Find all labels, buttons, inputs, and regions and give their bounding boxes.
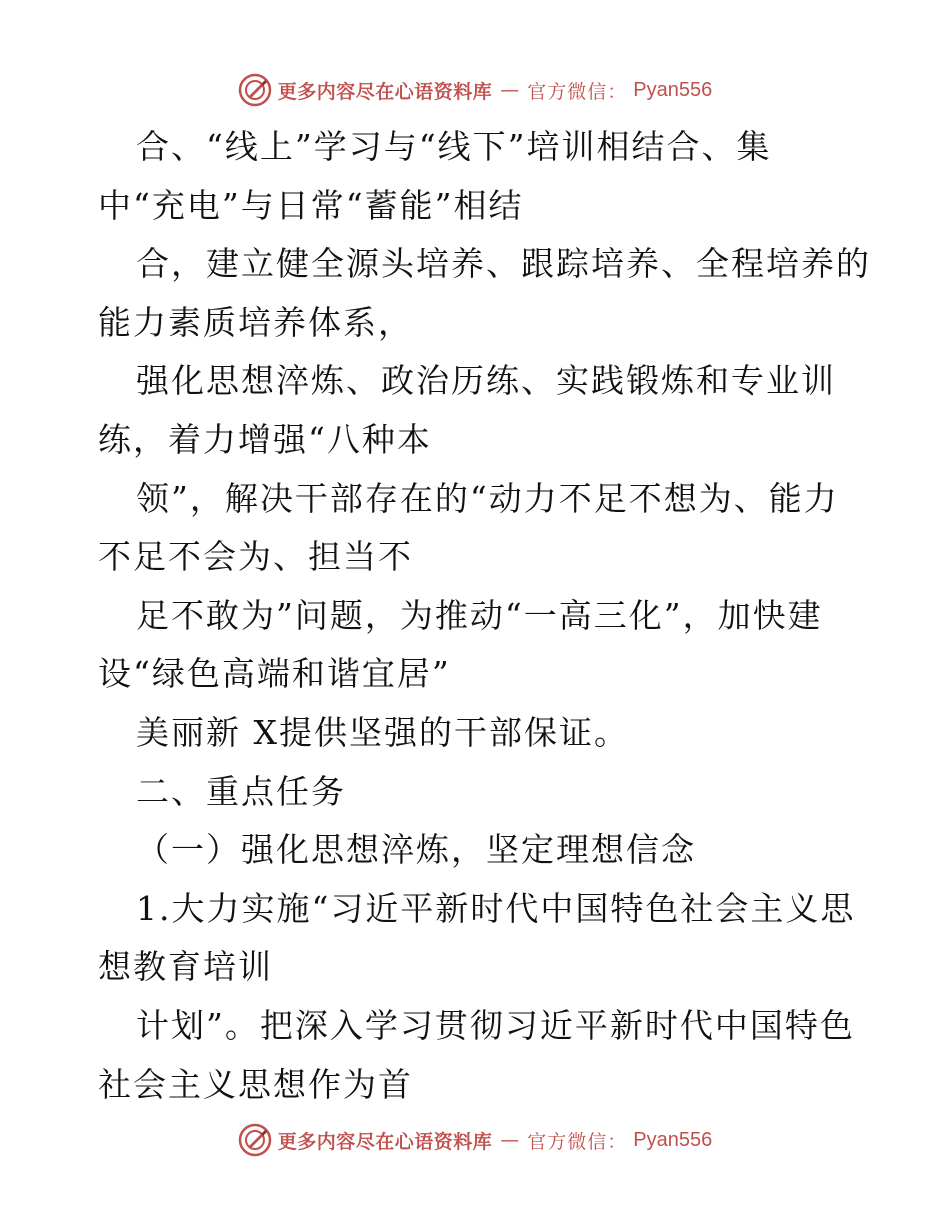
footer-wechat-id: Pyan556 (633, 1128, 713, 1151)
body-line-8: 不足不会为、担当不 (98, 537, 413, 577)
subsection-heading: （一）强化思想淬炼，坚定理想信念 (136, 830, 696, 870)
library-logo-icon (238, 73, 272, 107)
header-wechat-id: Pyan556 (633, 78, 713, 101)
body-line-5: 强化思想淬炼、政治历练、实践锻炼和专业训 (136, 361, 836, 401)
header-banner (238, 73, 713, 107)
page-header (0, 70, 950, 110)
footer-banner-dash: — (500, 1129, 520, 1151)
header-banner-dash: — (500, 79, 520, 101)
body-line-7: 领”，解决干部存在的“动力不足不想为、能力 (136, 478, 839, 518)
body-line-10: 设“绿色高端和谐宜居” (98, 654, 451, 694)
header-banner-text: 更多内容尽在心语资料库 (277, 80, 493, 103)
library-logo-icon (238, 1123, 272, 1157)
body-line-1: 合、“线上”学习与“线下”培训相结合、集 (136, 127, 772, 166)
header-wechat-label: 官方微信： (527, 80, 628, 103)
section-heading: 二、重点任务 (136, 771, 346, 811)
body-line-14: 1.大力实施“习近平新时代中国特色社会主义思 (136, 888, 856, 928)
body-line-6: 练，着力增强“八种本 (98, 419, 432, 459)
footer-banner-text: 更多内容尽在心语资料库 (277, 1130, 493, 1153)
body-line-3: 合，建立健全源头培养、跟踪培养、全程培养的 (136, 244, 871, 284)
body-line-11: 美丽新 X提供坚强的干部保证。 (136, 712, 629, 752)
body-line-16: 计划”。把深入学习贯彻习近平新时代中国特色 (136, 1005, 855, 1045)
footer-banner (238, 1123, 713, 1157)
body-line-2: 中“充电”与日常“蓄能”相结 (98, 185, 524, 225)
body-line-17: 社会主义思想作为首 (98, 1064, 413, 1104)
document-body (98, 118, 871, 1114)
body-line-9: 足不敢为”问题，为推动“一高三化”，加快建 (136, 595, 823, 635)
body-line-15: 想教育培训 (98, 947, 273, 987)
page-footer (0, 1120, 950, 1160)
footer-wechat-label: 官方微信： (527, 1130, 628, 1153)
body-line-4: 能力素质培养体系， (98, 302, 413, 342)
